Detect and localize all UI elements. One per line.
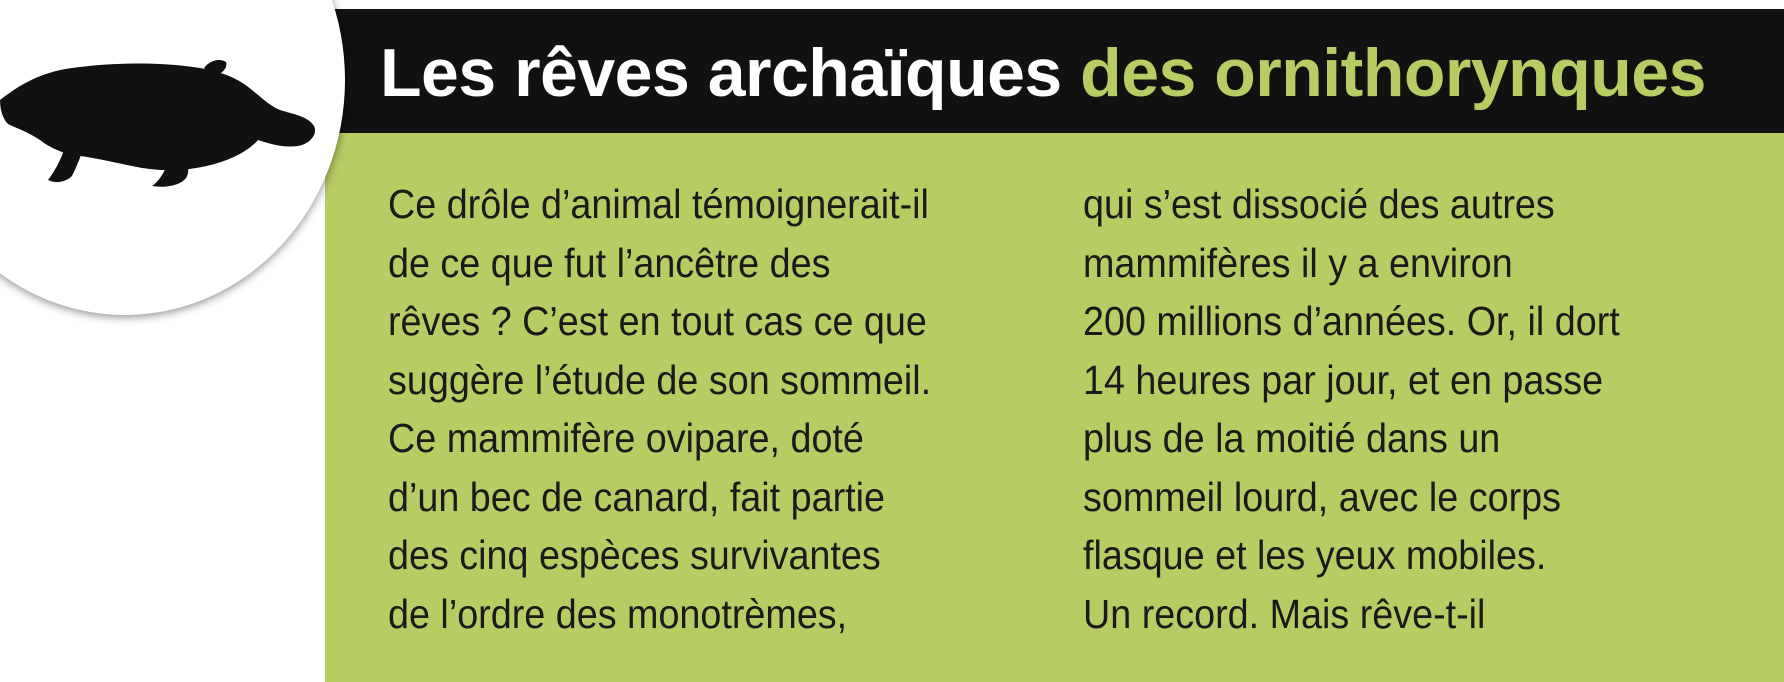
text-line: mammifères il y a environ [1083,239,1513,286]
title-main: Les rêves archaïques [380,35,1062,111]
text-line: des cinq espèces survivantes [388,532,881,578]
text-line: suggère l’étude de son sommeil. [388,356,932,403]
text-line: de ce que fut l’ancêtre des [388,239,831,286]
text-line: plus de la moitié dans un [1083,415,1501,461]
text-column-left [388,175,931,643]
text-line: 14 heures par jour, et en passe [1083,356,1604,403]
article-title [380,28,1706,118]
text-column-right [1083,175,1620,643]
text-line: de l’ordre des monotrèmes, [388,590,848,637]
text-line: d’un bec de canard, fait partie [388,473,885,520]
text-line: Ce drôle d’animal témoignerait-il [388,181,929,227]
text-line: rêves ? C’est en tout cas ce que [388,298,927,344]
platypus-silhouette-icon [0,58,320,188]
text-line: Un record. Mais rêve-t-il [1083,590,1486,637]
text-line: qui s’est dissocié des autres [1083,181,1555,227]
text-line: 200 millions d’années. Or, il dort [1083,298,1620,344]
text-line: Ce mammifère ovipare, doté [388,415,864,461]
text-line: flasque et les yeux mobiles. [1083,532,1547,578]
text-line: sommeil lourd, avec le corps [1083,473,1561,520]
title-accent: des ornithorynques [1080,35,1706,111]
